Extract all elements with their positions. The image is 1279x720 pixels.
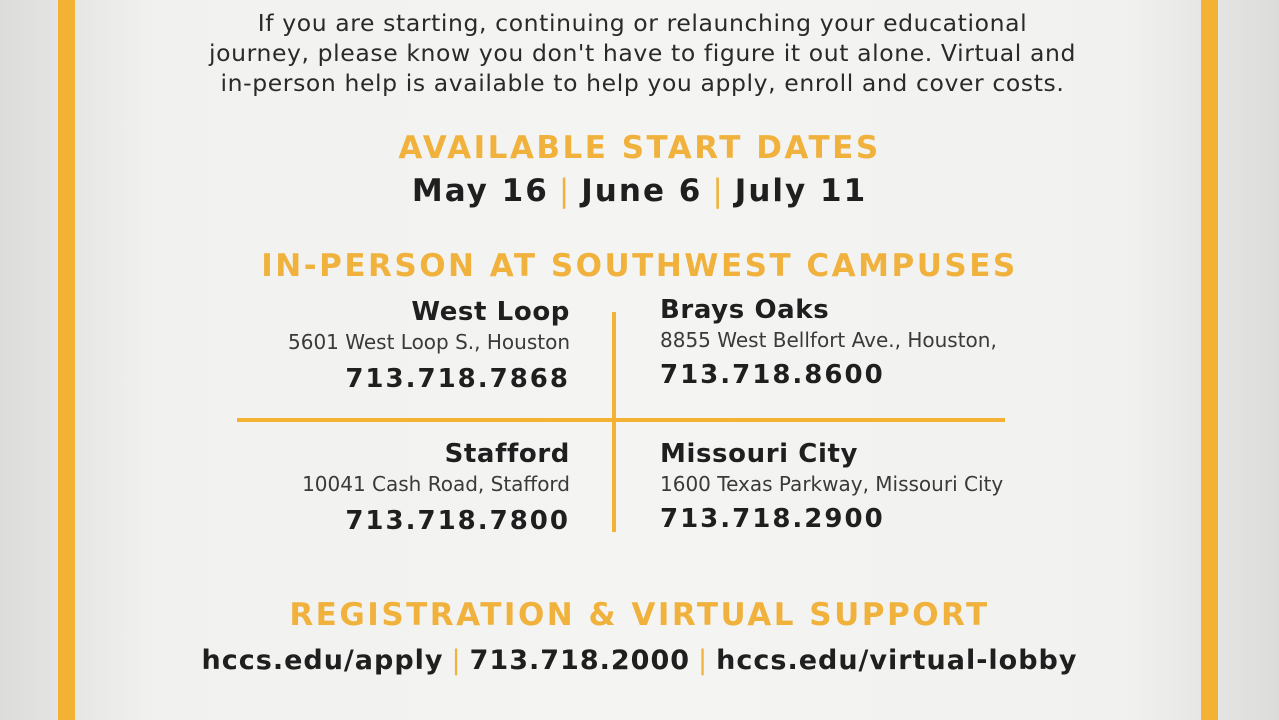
date-separator: | [558, 173, 572, 209]
registration-row [0, 645, 1279, 676]
registration-phone[interactable]: 713.718.2000 [469, 645, 691, 676]
campus-name: West Loop [411, 297, 570, 327]
start-date-2: June 6 [581, 173, 703, 209]
intro-line-1: If you are starting, continuing or relaunching your educational [257, 9, 1028, 37]
intro-line-3: in-person help is available to help you apply, enroll and cover costs. [220, 69, 1065, 97]
intro-paragraph [150, 8, 1135, 98]
campus-address: 5601 West Loop S., Houston [288, 330, 570, 354]
campus-divider-vertical [612, 312, 616, 532]
start-dates-row [0, 173, 1279, 209]
intro-line-2: journey, please know you don't have to figure it out alone. Virtual and [209, 39, 1076, 67]
campus-name: Missouri City [660, 439, 859, 469]
campus-name: Brays Oaks [660, 295, 830, 325]
campus-phone[interactable]: 713.718.8600 [660, 360, 885, 390]
campus-name: Stafford [444, 439, 570, 469]
campuses-heading: IN-PERSON AT SOUTHWEST CAMPUSES [261, 248, 1018, 284]
apply-link[interactable]: hccs.edu/apply [201, 645, 444, 676]
start-dates-heading: AVAILABLE START DATES [398, 130, 881, 166]
campus-divider-horizontal [237, 418, 1005, 422]
campus-address: 1600 Texas Parkway, Missouri City [660, 472, 1004, 496]
virtual-lobby-link[interactable]: hccs.edu/virtual-lobby [716, 645, 1078, 676]
campus-phone[interactable]: 713.718.2900 [660, 504, 885, 534]
campus-missouri-city [660, 438, 1020, 536]
registration-heading: REGISTRATION & VIRTUAL SUPPORT [289, 597, 990, 633]
campus-brays-oaks [660, 294, 1020, 392]
campus-phone[interactable]: 713.718.7868 [345, 364, 570, 394]
registration-separator: | [451, 645, 462, 676]
campus-address: 10041 Cash Road, Stafford [302, 472, 570, 496]
campus-phone[interactable]: 713.718.7800 [345, 506, 570, 536]
campus-west-loop [210, 296, 570, 396]
campus-address: 8855 West Bellfort Ave., Houston, [660, 328, 997, 352]
start-date-3: July 11 [734, 173, 868, 209]
campus-stafford [210, 438, 570, 538]
start-date-1: May 16 [411, 173, 549, 209]
registration-separator: | [698, 645, 709, 676]
date-separator: | [712, 173, 725, 209]
